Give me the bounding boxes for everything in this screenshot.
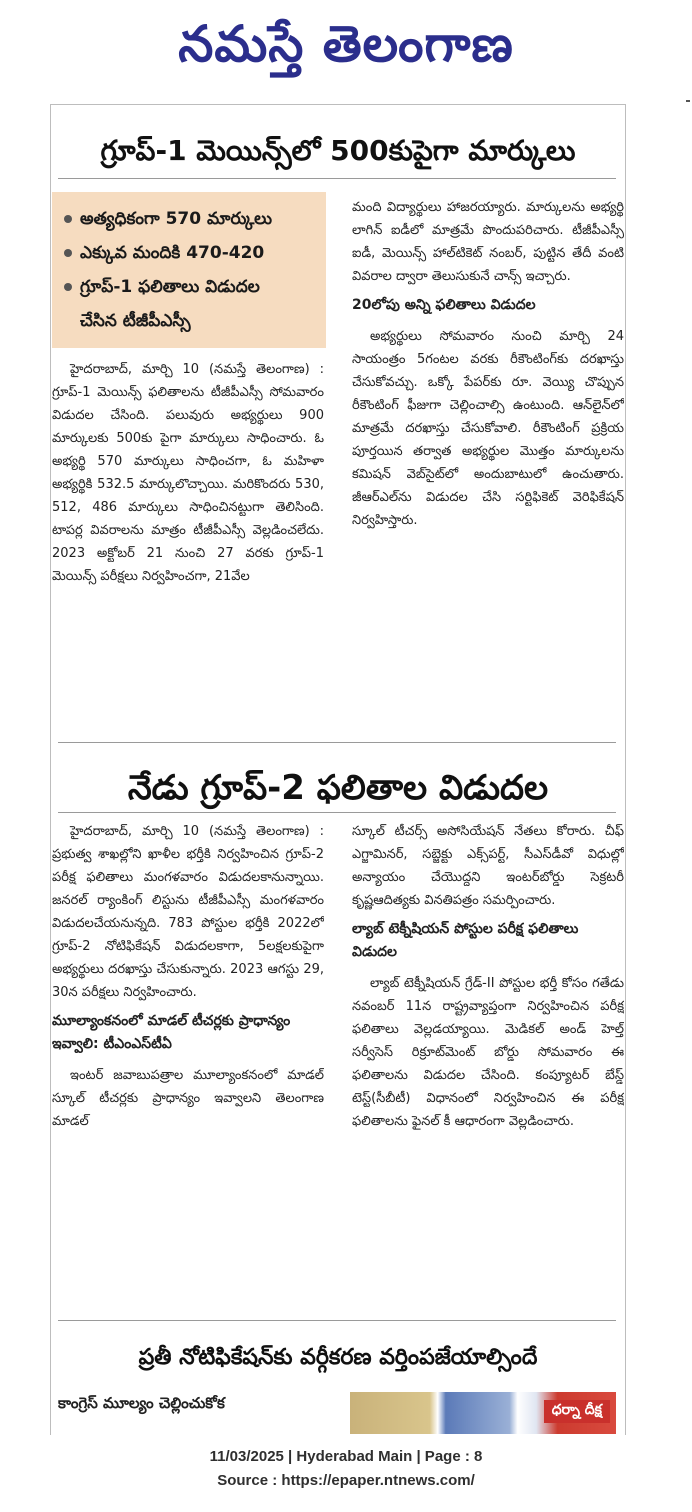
article2-subhead-right: ల్యాబ్ టెక్నీషియన్ పోస్టుల పరీక్ష ఫలితాలు విడుదల	[352, 921, 579, 960]
article-separator	[58, 742, 616, 743]
article2-divider	[58, 812, 616, 813]
article2-body-left: హైదరాబాద్, మార్చి 10 (నమస్తే తెలంగాణ) : ప్రభుత్వ శాఖల్లోని ఖాళీల భర్తీకి నిర్వహించిన గ్రూప్-2 పరీక్ష ఫలితాలు మంగళవారం విడుదలకానున్నాయి. జనరల్ ర్యాంకింగ్ లిస్టును టీజీపీఎస్సీ మంగళవారం విడుదలచేయనున్నది. 783 పోస్టుల భర్తీకి 2022లో గ్రూప్-2 నోటిఫికేషన్ విడుదలకాగా, 5లక్షలకుపైగా అభ్యర్థులు దరఖాస్తు చేసుకున్నారు. 2023 ఆగస్టు 29, 30న పరీక్షలు నిర్వహించారు.	[52, 824, 324, 1000]
footer-edition-info: 11/03/2025 | Hyderabad Main | Page : 8	[209, 1448, 483, 1465]
article2-subhead-left: మూల్యాంకనంలో మాడల్ టీచర్లకు ప్రాధాన్యం ఇవ్వాలి: టీఎంఎస్‌టీఏ	[52, 1013, 291, 1052]
footer-source: Source : https://epaper.ntnews.com/	[217, 1472, 475, 1489]
article1-divider	[58, 178, 616, 179]
bullet-icon	[64, 215, 72, 223]
highlight-item	[64, 202, 318, 236]
highlight-item	[64, 236, 318, 270]
photo-banner-text: ధర్నా దీక్ష	[544, 1400, 610, 1423]
highlight-text: ఎక్కువ మందికి 470-420	[80, 243, 265, 263]
highlight-item	[64, 270, 318, 304]
article1-headline: గ్రూప్-1 మెయిన్స్‌లో 500కుపైగా మార్కులు	[100, 134, 576, 167]
article1-highlights-box	[52, 192, 326, 348]
article-separator	[58, 1320, 616, 1321]
bullet-icon	[64, 249, 72, 257]
article1-subhead: 20లోపు అన్ని ఫలితాలు విడుదల	[352, 297, 536, 313]
article3-headline: ప్రతీ నోటిఫికేషన్‌కు వర్గీకరణ వర్తింపజేయాల్సిందే	[138, 1345, 538, 1370]
highlight-item-continued: చేసిన టీజీపీఎస్సీ	[80, 311, 191, 331]
highlight-text: అత్యధికంగా 570 మార్కులు	[80, 209, 273, 229]
article2-column-right	[352, 820, 624, 1302]
article2-body-right: స్కూల్ టీచర్స్ అసోసియేషన్ నేతలు కోరారు. చీఫ్ ఎగ్జామినర్, సబ్జెక్టు ఎక్స్‌పర్ట్, సీఎస్‌డీవో విధుల్లో అన్యాయం చేయొద్దని ఇంటర్‌బోర్డు సెక్రటరీ కృష్ణఆదిత్యకు వినతిపత్రం సమర్పించారు.	[352, 824, 624, 908]
article1-column-left	[52, 358, 324, 730]
article1-body-left: హైదరాబాద్, మార్చి 10 (నమస్తే తెలంగాణ) : గ్రూప్-1 మెయిన్స్ ఫలితాలను టీజీపీఎస్సీ సోమవారం విడుదల చేసింది. పలువురు అభ్యర్థులు 900 మార్కులకు 500కు పైగా మార్కులు సాధించారు. ఓ అభ్యర్థి 570 మార్కులు సాధించగా, ఓ మహిళా అభ్యర్థికి 532.5 మార్కులొచ్చాయి. మరికొందరు 530, 512, 486 మార్కులు సాధించినట్టుగా తెలిసింది. టాపర్ల వివరాలను మాత్రం టీజీపీఎస్సీ వెల్లడించలేదు. 2023 అక్టోబర్ 21 నుంచి 27 వరకు గ్రూప్-1 మెయిన్స్ పరీక్షలు నిర్వహించగా, 21వేల	[52, 362, 324, 584]
article1-body-right-2: అభ్యర్థులు సోమవారం నుంచి మార్చి 24 సాయంత్రం 5గంటల వరకు రీకౌంటింగ్‌కు దరఖాస్తు చేసుకోవచ్చు. ఒక్కో పేపర్‌కు రూ. వెయ్యి చొప్పున రీకౌంటింగ్ ఫీజుగా చెల్లించాల్సి ఉంటుంది. ఆన్‌లైన్‌లో మాత్రమే దరఖాస్తు చేసుకోవాలి. రీకౌంటింగ్ ప్రక్రియ పూర్తయిన తర్వాత అభ్యర్థుల మొత్తం మార్కులను కమిషన్ వెబ్‌సైట్‌లో అందుబాటులో ఉంచుతారు. జీఆర్‌ఎల్‌ను విడుదల చేసి సర్టిఫికెట్ వెరిఫికేషన్ నిర్వహిస్తారు.	[352, 329, 624, 528]
newspaper-masthead: నమస్తే తెలంగాణ	[178, 14, 514, 73]
article3-lead: కాంగ్రెస్ మూల్యం చెల్లించుకోక	[58, 1394, 225, 1412]
bullet-icon	[64, 283, 72, 291]
article2-headline: నేడు గ్రూప్-2 ఫలితాల విడుదల	[127, 768, 549, 808]
article1-column-right	[352, 196, 624, 728]
highlight-text: గ్రూప్-1 ఫలితాలు విడుదల	[80, 277, 260, 297]
article2-body-right-2: ల్యాబ్ టెక్నీషియన్ గ్రేడ్-II పోస్టుల భర్తీ కోసం గతేడు నవంబర్ 11న రాష్ట్రవ్యాప్తంగా నిర్వహించిన పరీక్ష ఫలితాలు వెల్లడయ్యాయి. మెడికల్ అండ్ హెల్త్ సర్వీసెస్ రిక్రూట్‌మెంట్ బోర్డు సోమవారం ఈ ఫలితాలను విడుదల చేసింది. కంప్యూటర్ బేస్డ్ టెస్ట్(సీబీటీ) విధానంలో నిర్వహించిన ఈ పరీక్ష ఫలితాలను ఫైనల్ కీ ఆధారంగా వెల్లడించారు.	[352, 976, 624, 1129]
margin-mark	[686, 100, 690, 102]
article1-body-right: మంది విద్యార్థులు హాజరయ్యారు. మార్కులను అభ్యర్థి లాగిన్ ఐడీలో మాత్రమే పొందుపరిచారు. టీజీపీఎస్సీ ఐడీ, మెయిన్స్ హాల్‌టికెట్ నంబర్, పుట్టిన తేదీ వంటి వివరాల ద్వారా తెలుసుకునే చాన్స్ ఇచ్చారు.	[352, 200, 624, 284]
article2-body-left-2: ఇంటర్ జవాబుపత్రాల మూల్యాంకనంలో మాడల్ స్కూల్ టీచర్లకు ప్రాధాన్యం ఇవ్వాలని తెలంగాణ మాడల్	[52, 1068, 324, 1129]
article2-column-left	[52, 820, 324, 1302]
article3-photo	[350, 1392, 616, 1434]
